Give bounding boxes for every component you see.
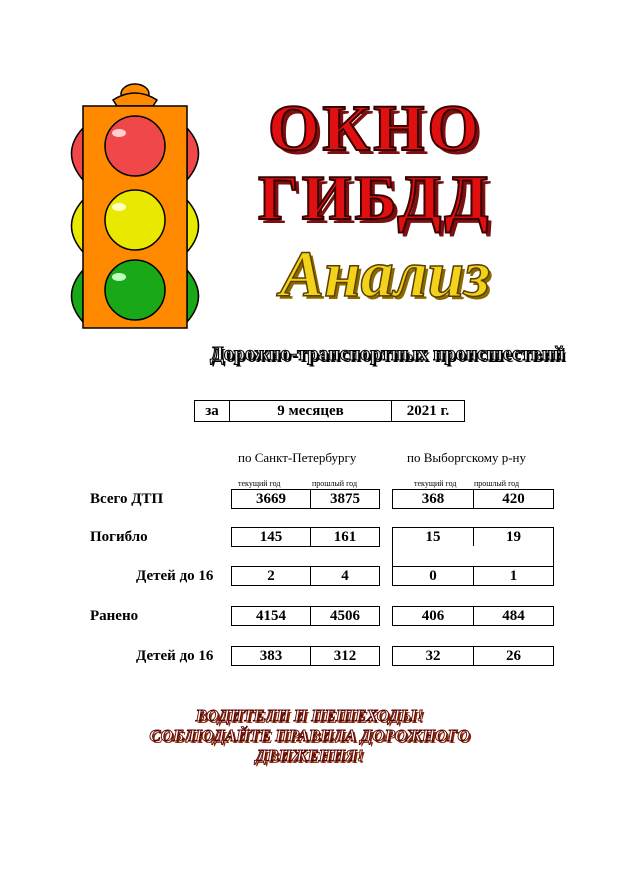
title-analiz: Анализ <box>280 238 490 311</box>
safety-slogan <box>0 706 619 766</box>
row-label-injured: Ранено <box>90 608 139 624</box>
injured-vyborg-previous: 484 <box>473 606 554 626</box>
region-vyborg-header: по Выборгскому р-ну <box>407 450 526 465</box>
children-injured-spb-current: 383 <box>231 646 311 666</box>
row-label-children-injured: Детей до 16 <box>136 648 214 664</box>
killed-vyborg-previous: 19 <box>473 527 554 547</box>
injured-spb-current: 4154 <box>231 606 311 626</box>
injured-spb-previous: 4506 <box>310 606 380 626</box>
title-gibdd: ГИБДД <box>258 162 492 233</box>
period-year: 2021 г. <box>391 400 465 422</box>
row-label-children-killed: Детей до 16 <box>136 568 214 584</box>
children-killed-vyborg-current: 0 <box>392 566 474 586</box>
total-vyborg-previous: 420 <box>473 489 554 509</box>
killed-spb-current: 145 <box>231 527 311 547</box>
children-killed-spb-previous: 4 <box>310 566 380 586</box>
children-injured-spb-previous: 312 <box>310 646 380 666</box>
killed-vyborg-current: 15 <box>392 527 474 547</box>
total-vyborg-current: 368 <box>392 489 474 509</box>
killed-spb-previous: 161 <box>310 527 380 547</box>
slogan-line-2: СОБЛЮДАЙТЕ ПРАВИЛА ДОРОЖНОГО <box>149 726 470 745</box>
traffic-light-icon <box>55 78 215 333</box>
slogan-line-1: ВОДИТЕЛИ И ПЕШЕХОДЫ! <box>195 706 424 725</box>
children-injured-vyborg-previous: 26 <box>473 646 554 666</box>
slogan-line-3: ДВИЖЕНИЯ! <box>255 746 364 765</box>
children-killed-spb-current: 2 <box>231 566 311 586</box>
spb-current-year-label: текущий год <box>238 479 281 488</box>
subtitle: Дорожно-транспортных происшествий <box>210 343 565 365</box>
vyborg-current-year-label: текущий год <box>414 479 457 488</box>
children-killed-vyborg-previous: 1 <box>473 566 554 586</box>
vyborg-previous-year-label: прошлый год <box>474 479 520 488</box>
killed-vyborg-spacer <box>392 546 554 566</box>
title-okno: ОКНО <box>268 92 482 165</box>
period-months: 9 месяцев <box>229 400 392 422</box>
spb-previous-year-label: прошлый год <box>312 479 358 488</box>
period-prefix: за <box>194 400 230 422</box>
injured-vyborg-current: 406 <box>392 606 474 626</box>
region-spb-header: по Санкт-Петербургу <box>238 450 357 465</box>
row-label-killed: Погибло <box>90 529 148 545</box>
children-injured-vyborg-current: 32 <box>392 646 474 666</box>
row-label-total: Всего ДТП <box>90 491 164 507</box>
total-spb-previous: 3875 <box>310 489 380 509</box>
total-spb-current: 3669 <box>231 489 311 509</box>
